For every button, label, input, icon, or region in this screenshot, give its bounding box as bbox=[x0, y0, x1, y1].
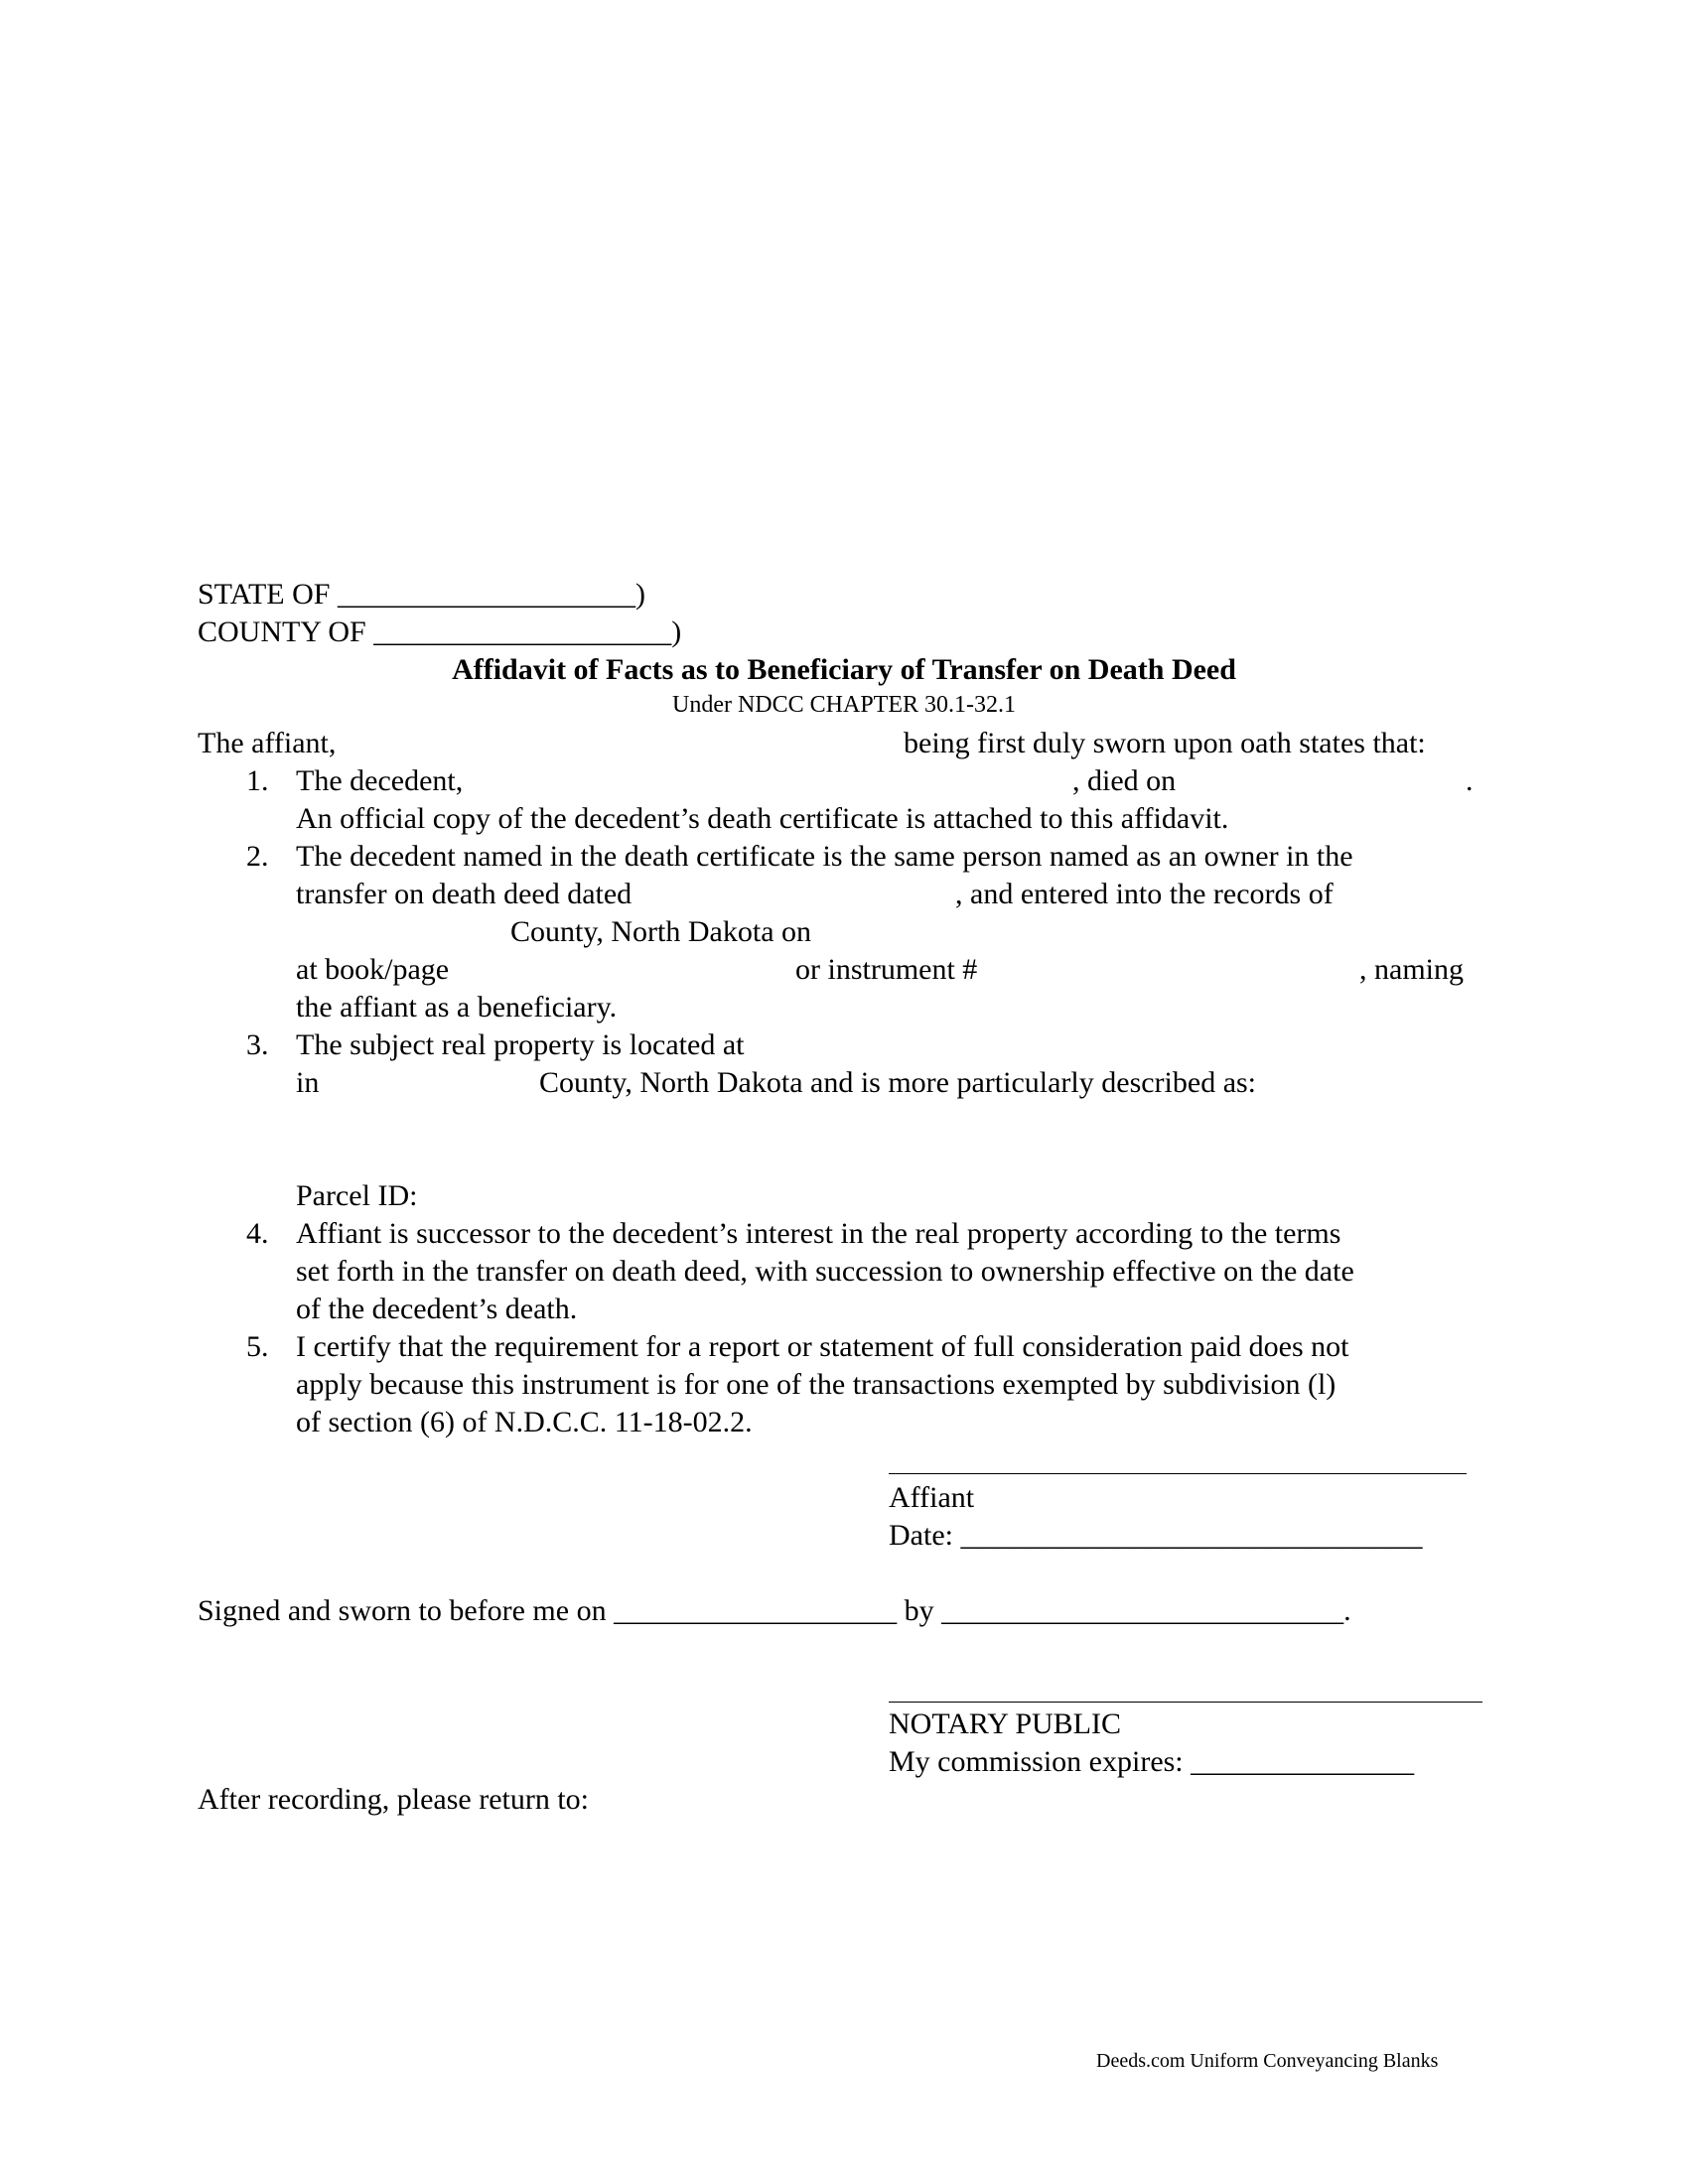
item2-county-label: County, North Dakota on bbox=[510, 915, 812, 948]
item1-certificate-text: An official copy of the decedent’s death certificate is attached to this affidavit. bbox=[296, 802, 1229, 835]
intro-tail: being first duly sworn upon oath states that: bbox=[904, 727, 1426, 759]
item2-beneficiary-text: the affiant as a beneficiary. bbox=[296, 991, 618, 1024]
item5-line2: apply because this instrument is for one of the transactions exempted by subdivision (l) bbox=[296, 1368, 1336, 1401]
footer-credit: Deeds.com Uniform Conveyancing Blanks bbox=[1096, 2050, 1439, 2072]
state-line: STATE OF ____________________) bbox=[198, 578, 645, 611]
item2-naming-label: , naming bbox=[1359, 953, 1464, 986]
affiant-signature-line[interactable] bbox=[889, 1473, 1467, 1474]
item-number-3: 3. bbox=[246, 1028, 269, 1061]
item2-deed-dated-label: transfer on death deed dated bbox=[296, 878, 633, 910]
item4-line2: set forth in the transfer on death deed, with succession to ownership effective on the date bbox=[296, 1255, 1354, 1288]
document-title: Affidavit of Facts as to Beneficiary of Transfer on Death Deed bbox=[452, 653, 1236, 686]
return-to-label: After recording, please return to: bbox=[198, 1783, 589, 1816]
county-line: COUNTY OF ____________________) bbox=[198, 615, 682, 648]
commission-expires-line: My commission expires: _______________ bbox=[889, 1745, 1415, 1778]
item1-decedent-label: The decedent, bbox=[296, 764, 464, 797]
item3-county-described-label: County, North Dakota and is more particularly described as: bbox=[539, 1066, 1257, 1099]
item5-line3: of section (6) of N.D.C.C. 11-18-02.2. bbox=[296, 1406, 753, 1438]
notary-signature-line[interactable] bbox=[889, 1702, 1482, 1703]
item2-instrument-label: or instrument # bbox=[795, 953, 978, 986]
intro-lead: The affiant, bbox=[198, 727, 337, 759]
item-number-4: 4. bbox=[246, 1217, 269, 1250]
item2-records-label: , and entered into the records of bbox=[955, 878, 1334, 910]
item3-located-label: The subject real property is located at bbox=[296, 1028, 745, 1061]
item4-line1: Affiant is successor to the decedent’s interest in the real property according to the terms bbox=[296, 1217, 1341, 1250]
document-subtitle: Under NDCC CHAPTER 30.1-32.1 bbox=[672, 692, 1016, 718]
affiant-label: Affiant bbox=[889, 1481, 975, 1514]
item4-line3: of the decedent’s death. bbox=[296, 1293, 578, 1325]
item3-in-label: in bbox=[296, 1066, 320, 1099]
notary-public-label: NOTARY PUBLIC bbox=[889, 1707, 1122, 1740]
affiant-date-line: Date: _______________________________ bbox=[889, 1519, 1423, 1552]
parcel-id-label: Parcel ID: bbox=[296, 1179, 418, 1212]
item-number-1: 1. bbox=[246, 764, 269, 797]
item-number-2: 2. bbox=[246, 840, 269, 873]
item2-book-page-label: at book/page bbox=[296, 953, 450, 986]
item-number-5: 5. bbox=[246, 1330, 269, 1363]
sworn-statement: Signed and sworn to before me on ___________________ by ___________________________. bbox=[198, 1594, 1351, 1627]
item1-period: . bbox=[1466, 764, 1474, 797]
item5-line1: I certify that the requirement for a report or statement of full consideration paid does not bbox=[296, 1330, 1349, 1363]
item2-line1: The decedent named in the death certificate is the same person named as an owner in the bbox=[296, 840, 1353, 873]
item1-died-on-label: , died on bbox=[1072, 764, 1177, 797]
